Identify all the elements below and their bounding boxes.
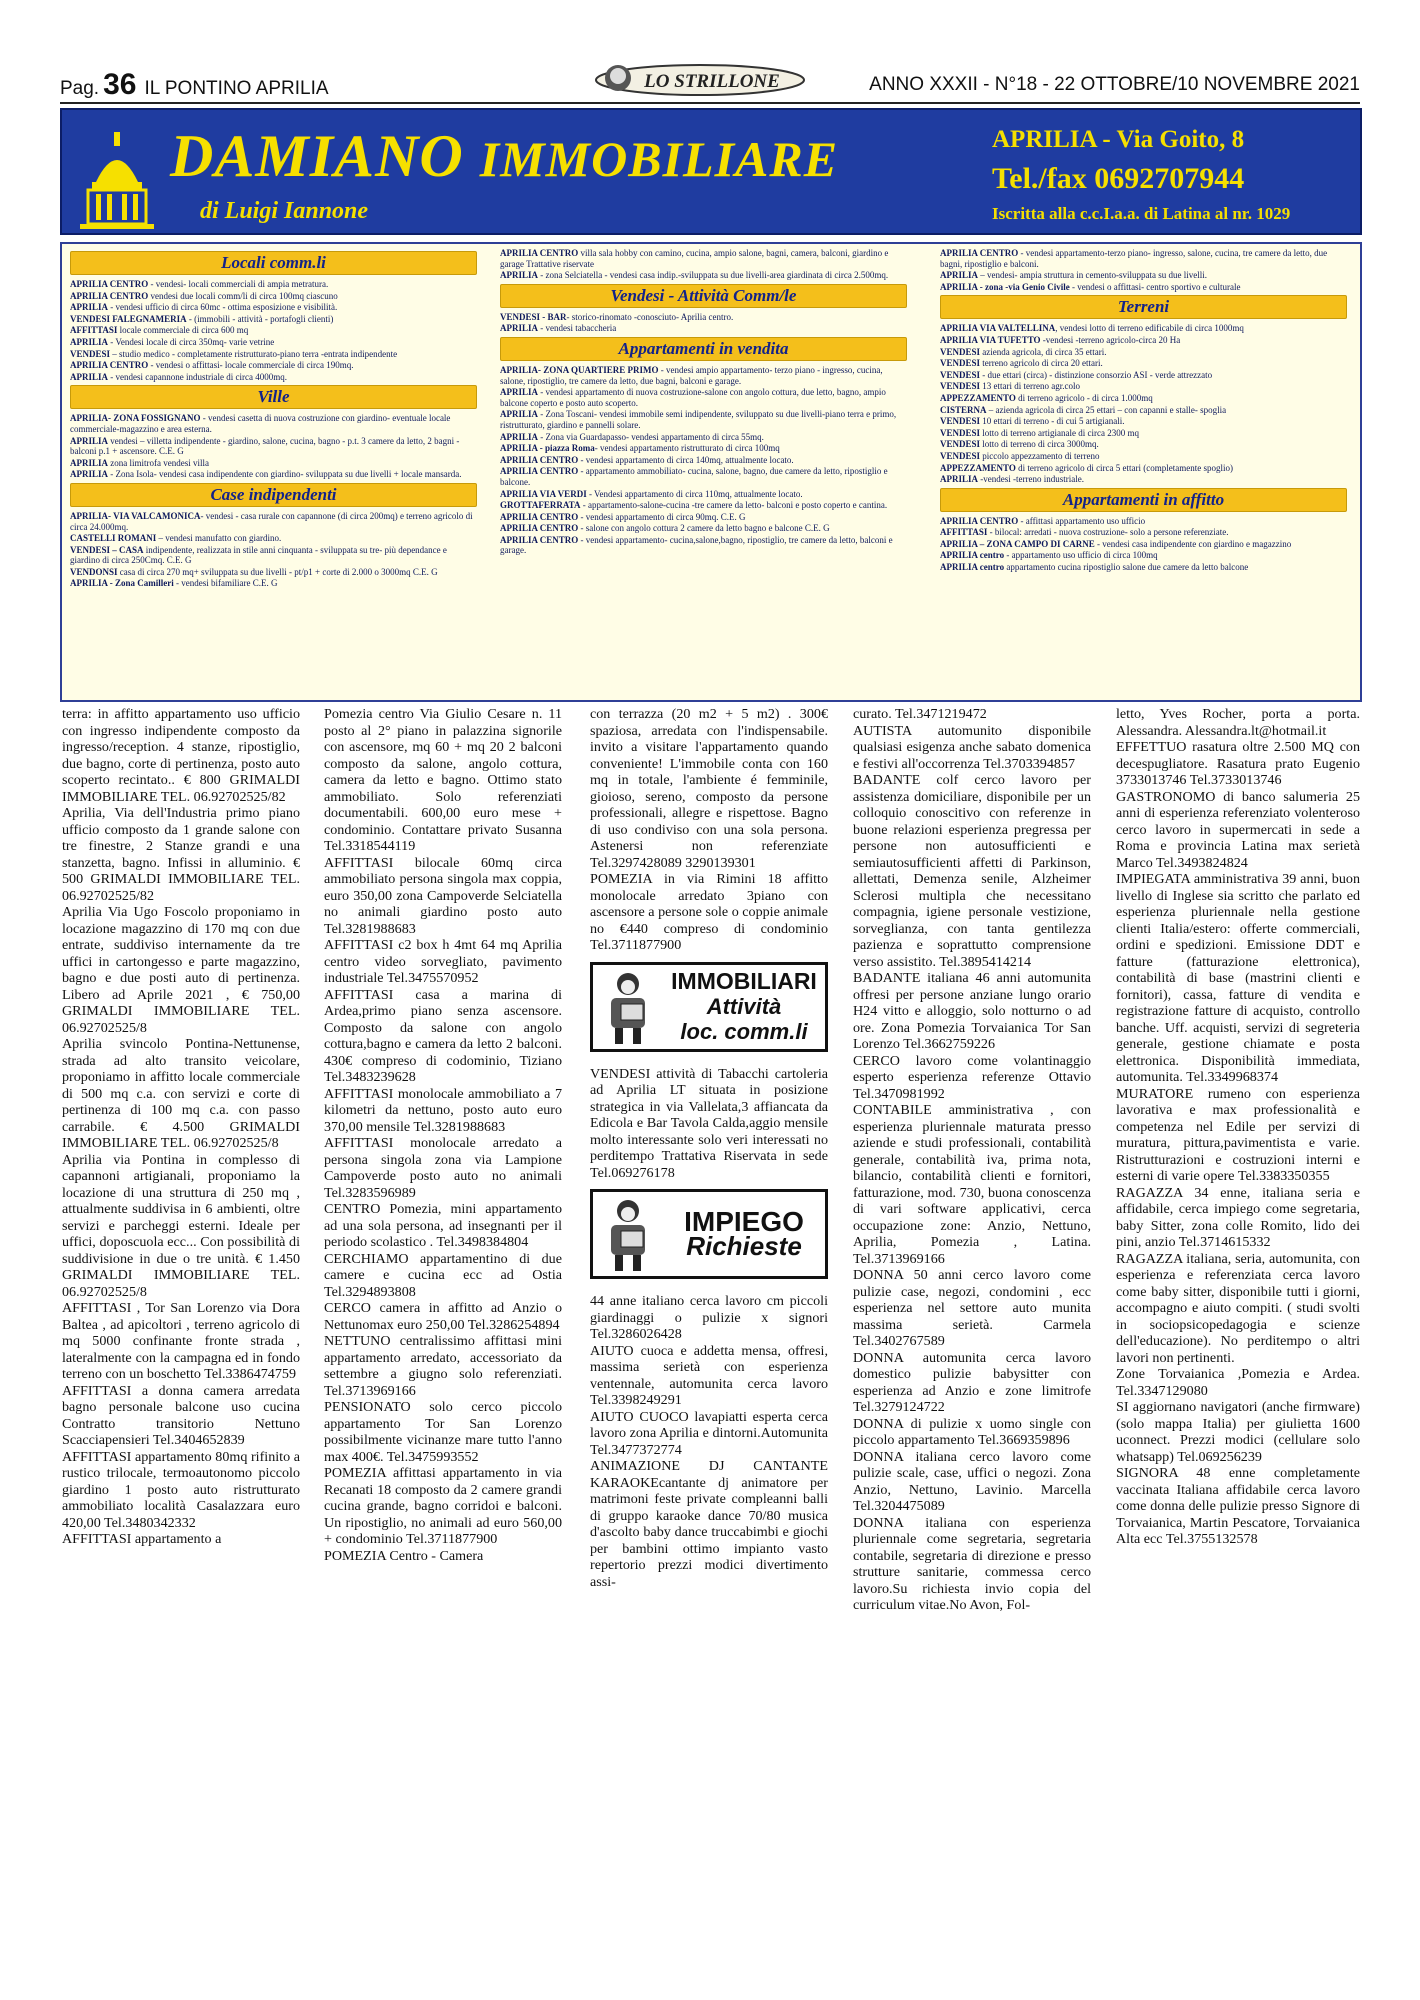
- listing-keyword: APRILIA VIA VALTELLINA: [940, 323, 1056, 334]
- listing-keyword: APRILIA: [70, 371, 109, 382]
- classified-ad: AFFITTASI a donna camera arredata bagno personale balcone uso cucina Contratto transitorio Nettuno Scacciapensieri Tel.3404652839: [62, 1382, 300, 1448]
- listing-text: - vendesi capannone industriale di circa 4000mq.: [108, 371, 287, 382]
- classifieds-column-1: [62, 706, 300, 1996]
- classified-ad: RAGAZZA 34 enne, italiana seria e affidabile, cerca impiego come segretaria, baby Sitter, zona colle Romito, lido dei pini, anzio Tel.3714615332: [1116, 1184, 1360, 1250]
- classifieds-column-2: [324, 706, 562, 1996]
- classified-ad: GASTRONOMO di banco salumeria 25 anni di esperienza referenziato volenteroso cerco lavoro in supermercati in sede a Roma e provincia Latina max serietà Marco Tel.3493824824: [1116, 788, 1360, 871]
- listing-keyword: APRILIA: [70, 469, 109, 480]
- listing-keyword: VENDESI: [70, 348, 111, 359]
- listing-keyword: APRILIA CENTRO: [500, 523, 579, 534]
- listing-item: [940, 562, 1347, 573]
- impiego-ad-box: [590, 1189, 828, 1279]
- classified-ad: CONTABILE amministrativa , con esperienza pluriennale maturata presso aziende e studi professionali, contabilità generale, contabilità iva, prima nota, bilancio, contabilità clienti e fornitori, fatturazione, mod. 730, buona conoscenza di vari software applicativi, cerca occupazione zone: Anzio, Nettuno, Aprilia, Pomezia , Latina. Tel.3713969166: [853, 1102, 1091, 1267]
- listing-keyword: APRILIA- ZONA FOSSIGNANO: [70, 413, 201, 424]
- listing-text: zona limitrofa vendesi villa: [108, 457, 209, 468]
- listing-keyword: APRILIA centro: [940, 562, 1005, 573]
- page-header-left: [60, 70, 329, 104]
- listing-text: , vendesi lotto di terreno edificabile di circa 1000mq: [1055, 323, 1244, 334]
- listing-item: [500, 409, 907, 430]
- listing-text: – studio medico - completamente ristrutturato-piano terra -entrata indipendente: [110, 348, 398, 359]
- listing-keyword: APRILIA: [500, 387, 539, 398]
- listing-text: - vendesi appartamento ristrutturato di circa 100mq: [594, 443, 780, 454]
- listing-text: - (immobili - attività - portafogli clienti): [186, 313, 334, 324]
- listing-keyword: AFFITTASI: [940, 527, 988, 538]
- listing-keyword: APRILIA – ZONA CAMPO DI CARNE: [940, 538, 1095, 549]
- classified-ad: POMEZIA in via Rimini 18 affitto monolocale arredato 3piano con ascensore a persone sole o coppie animale no €440 compreso di condominio Tel.3711877900: [590, 871, 828, 953]
- classified-ad: Aprilia svincolo Pontina-Nettunense, strada ad alto transito veicolare, proponiamo in affitto locale commerciale di 500 mq c.a. con servizi e corte di pertinenza di 100 mq c.a. con passo carrabile. € 4.500 GRIMALDI IMMOBILIARE TEL. 06.92702525/8: [62, 1036, 300, 1151]
- classified-ad: DONNA 50 anni cerco lavoro come pulizie case, negozi, condomini , ecc esperienza nel settore auto munita massima serietà. Carmela Tel.3402767589: [853, 1267, 1091, 1349]
- listing-keyword: VENDONSI: [70, 566, 118, 577]
- classified-ad: MURATORE rumeno con esperienza lavorativa e max professionalità e competenza nel Edile per servizi di muratura, pittura,pavimentista e varie. Ristrutturazioni e costruzioni interni e esterni di varie opere Tel.3383350355: [1116, 1085, 1360, 1184]
- classified-ad: AFFITTASI appartamento a: [62, 1531, 222, 1547]
- listing-text: - vendesi casetta di nuova costruzione con giardino- eventuale locale commerciale-magazzino e area esterna.: [70, 413, 451, 434]
- classified-ad: NETTUNO centralissimo affittasi mini appartamento arredato, accessoriato da settembre a giugno solo referenziati. Tel.3713969166: [324, 1333, 562, 1399]
- listing-text: - Vendesi appartamento di circa 110mq, attualmente locato.: [586, 488, 803, 499]
- listing-text: terreno agricolo di circa 20 ettari.: [980, 358, 1103, 369]
- listing-item: [70, 279, 477, 290]
- classified-ad: VENDESI attività di Tabacchi cartoleria ad Aprilia LT situata in posizione strategica in via Vallelata,3 affiancata da Edicola e Bar Tavola Calda,aggio mensile molto interessante solo veri interessati no perditempo Trattativa Riservata in sede Tel.069276178: [590, 1065, 828, 1181]
- classified-ad: AIUTO CUOCO lavapiatti esperta cerca lavoro zona Aprilia e dintorni.Automunita Tel.3477372774: [590, 1408, 828, 1458]
- listing-text: - due ettari (circa) - distinzione consorzio ASI - verde attrezzato: [980, 369, 1213, 380]
- section-heading: Appartamenti in vendita: [500, 337, 907, 361]
- listing-item: [70, 533, 477, 544]
- listing-item: [940, 463, 1347, 474]
- listing-text: – vendesi- ampia struttura in cemento-sviluppata su due livelli.: [978, 270, 1207, 281]
- agency-address: APRILIA - Via Goito, 8: [992, 126, 1245, 153]
- listing-keyword: APRILIA: [500, 431, 539, 442]
- listing-keyword: GROTTAFERRATA: [500, 500, 581, 511]
- listing-item: [70, 436, 477, 457]
- listing-keyword: CASTELLI ROMANI: [70, 533, 157, 544]
- classifieds-column-3-bottom: [590, 1293, 828, 1590]
- immobiliari-ad-title: IMMOBILIARI: [671, 968, 817, 994]
- listing-item: [70, 458, 477, 469]
- listing-keyword: APRILIA CENTRO: [500, 466, 579, 477]
- listing-keyword: VENDESI: [940, 450, 981, 461]
- listing-text: vendesi – villetta indipendente - giardino, salone, cucina, bagno - p.t. 3 camere da letto, 2 bagni - balconi p.1 + ascensore. C.E. G: [70, 435, 460, 457]
- agency-banner: [60, 108, 1362, 235]
- listing-text: - vendesi appartamento di circa 90mq. C.E. G: [578, 511, 746, 522]
- classified-ad: BADANTE italiana 46 anni automunita offresi per persone anziane lungo orario H24 vitto e alloggio, solo notturno o ad ore. Zona Pomezia Torvaianica Tor San Lorenzo Tel.3662759226: [853, 970, 1091, 1052]
- listing-text: lotto di terreno di circa 3000mq.: [980, 439, 1099, 450]
- listing-item: [940, 248, 1347, 269]
- listing-text: - vendesi ampio appartamento- terzo piano - ingresso, cucina, salone, ripostiglio, tre camere da letto, due bagni, balconi e garage.: [500, 364, 883, 386]
- listing-keyword: APRILIA - zona -via Genio Civile: [940, 281, 1070, 292]
- listing-keyword: APRILIA VIA TUFETTO: [940, 334, 1041, 345]
- classified-ad: SIGNORA 48 enne completamente vaccinata Italiana affidabile cerca lavoro come donna delle pulizie presso Signore di Torvaianica, Martin Pescatore, Torvaianica Alta ecc Tel.3755132578: [1116, 1465, 1360, 1547]
- classified-ad: CERCO lavoro come volantinaggio esperto esperienza referenze Ottavio Tel.3470981992: [853, 1052, 1091, 1102]
- listing-text: - vendesi appartamento-terzo piano- ingresso, salone, cucina, tre camere da letto, due bagni, ripostiglio e balconi.: [940, 248, 1328, 269]
- listing-item: [940, 439, 1347, 450]
- agency-name-sub: IMMOBILIARE: [479, 131, 839, 187]
- listing-text: 10 ettari di terreno - di cui 5 artigianali.: [980, 416, 1125, 427]
- listing-text: - vendesi tabaccheria: [538, 323, 617, 334]
- classified-ad: IMPIEGATA amministrativa 39 anni, buon livello di Inglese sia scritto che parlato ed esperienza pluriennale nella gestione clienti Italia/estero: offerte commerciali, ordini e spedizioni. Emissione DDT e fatture (fatturazione elettronica), contabilità di base (mastrini clienti e fornitori), cassa, fatture di vendita e registrazione fatture di acquisto, controllo banche. Uff. acquisti, servizi di segreteria generale, gestione chiamate e posta elettronica. Disponibilità immediata, automunita. Tel.3349968374: [1116, 871, 1360, 1085]
- agency-registration: Iscritta alla c.c.I.a.a. di Latina al nr. 1029: [992, 204, 1291, 223]
- classified-ad: DONNA di pulizie x uomo single con piccolo appartamento Tel.3669359896: [853, 1415, 1091, 1448]
- listing-text: - affittasi appartamento uso ufficio: [1018, 515, 1146, 526]
- classified-ad: terra: in affitto appartamento uso ufficio con ingresso indipendente composto da ingresso/reception. 4 stanze, ripostiglio, due bagno, corte di pertinenza, posto auto scoperto recintato.. € 800 GRIMALDI IMMOBILIARE TEL. 06.92702525/82: [62, 706, 300, 805]
- section-heading: Appartamenti in affitto: [940, 488, 1347, 512]
- listing-text: - salone con angolo cottura 2 camere da letto bagno e balcone C.E. G: [578, 523, 830, 534]
- section-heading: Terreni: [940, 295, 1347, 319]
- listing-keyword: APRILIA centro: [940, 550, 1005, 561]
- agency-name: [170, 124, 838, 191]
- listing-item: [940, 405, 1347, 416]
- classified-ad: RAGAZZA italiana, seria, automunita, con esperienza e referenziata cerca lavoro come baby sitter, disponibile tutti i giorni, accompagno e aiuto compiti. ( studi svolti in sociopsicopedagogia e scienze dell'educazione). No perditempo o altri lavori non pertinenti.: [1116, 1250, 1360, 1366]
- listing-text: - Zona Isola- vendesi casa indipendente con giardino- sviluppata su due livelli + locale mansarda.: [108, 469, 462, 480]
- classified-ad: AFFITTASI monolocale arredato a persona singola zona via Lampione Campoverde posto auto no animali Tel.3283596989: [324, 1135, 562, 1201]
- listing-item: [500, 387, 907, 408]
- classified-ad: curato. Tel.3471219472: [853, 706, 987, 722]
- listing-keyword: APRILIA: [70, 435, 109, 446]
- listing-text: - vendesi o affittasi- centro sportivo e culturale: [1069, 281, 1241, 292]
- listing-keyword: APRILIA: [940, 474, 979, 485]
- listing-keyword: APRILIA CENTRO: [70, 279, 149, 289]
- section-heading: Case indipendenti: [70, 483, 477, 507]
- listing-keyword: APRILIA CENTRO: [500, 454, 579, 465]
- newsboy-icon: [597, 968, 659, 1046]
- listing-text: di terreno agricolo di circa 5 ettari (completamente spoglio): [1015, 462, 1234, 473]
- classified-ad: BADANTE colf cerco lavoro per assistenza domiciliare, disponibile per un colloquio conoscitivo con referenze in buone relazioni esperienza pregressa per persone non autosufficienti e semiautosufficienti affetti di Parkinson, allettati, Demenza senile, Alzheimer Sclerosi multipla che necessitano compagnia, igiene personale vestizione, sorveglianza, con tanta gentilezza pazienza e soprattutto comprensione verso assistito. Tel.3895414214: [853, 772, 1091, 970]
- listing-keyword: APRILIA CENTRO: [500, 534, 579, 545]
- listing-keyword: APRILIA- ZONA QUARTIERE PRIMO: [500, 364, 659, 375]
- listing-keyword: APRILIA: [940, 270, 979, 281]
- classified-ad: AFFITTASI monolocale ammobiliato a 7 kilometri da nettuno, posto auto euro 370,00 mensile Tel.3281988683: [324, 1085, 562, 1135]
- listing-text: 13 ettari di terreno agr.colo: [980, 381, 1080, 392]
- listing-keyword: APRILIA: [500, 409, 539, 420]
- listing-item: [500, 432, 907, 443]
- listing-item: [500, 523, 907, 534]
- listing-item: [940, 358, 1347, 369]
- classified-ad: ANIMAZIONE DJ CANTANTE KARAOKEcantante dj animatore per matrimoni feste private compleanni balli di gruppo karaoke dance 70/80 musica d'ascolto baby dance truccabimbi e giochi per bambini ottimo impianto vasto repertorio prezzi modici divertimento assi-: [590, 1458, 828, 1590]
- listing-text: -vendesi -terreno agricolo-circa 20 Ha: [1040, 334, 1181, 345]
- classified-ad: AUTISTA automunito disponibile qualsiasi esigenza anche sabato domenica e festivi all'occorrenza Tel.3703394857: [853, 722, 1091, 772]
- classifieds-column-3-middle: [590, 1066, 828, 1182]
- listing-text: villa sala hobby con camino, cucina, ampio salone, bagni, camera, balconi, giardino e garage Trattative riservate: [500, 248, 889, 269]
- listing-item: [70, 567, 477, 578]
- listing-item: [940, 370, 1347, 381]
- classified-ad: Aprilia, Via dell'Industria primo piano ufficio composto da 1 grande salone con tre finestre, 2 Stanze grandi e una stanzetta, bagno. Infissi in alluminio. € 500 GRIMALDI IMMOBILIARE TEL. 06.92702525/82: [62, 805, 300, 904]
- listing-text: indipendente, realizzata in stile anni cinquanta - sviluppata su tre- più dependance e giardino di circa 250Cmq. C.E. G: [70, 544, 447, 566]
- listing-keyword: APRILIA CENTRO: [940, 515, 1019, 526]
- listing-keyword: APRILIA: [500, 270, 539, 281]
- listing-keyword: AFFITTASI: [70, 325, 118, 336]
- listing-item: [70, 511, 477, 532]
- listing-keyword: VENDESI FALEGNAMERIA: [70, 313, 187, 324]
- listing-item: [940, 474, 1347, 485]
- listing-item: [940, 282, 1347, 293]
- listing-text: azienda agricola, di circa 35 ettari.: [980, 346, 1107, 357]
- listing-keyword: VENDESI: [940, 439, 981, 450]
- listing-item: [500, 512, 907, 523]
- classified-ad: 44 anne italiano cerca lavoro cm piccoli giardinaggi o pulizie x signori Tel.3286026428: [590, 1293, 828, 1342]
- listing-keyword: APRILIA - Zona Camilleri: [70, 578, 174, 589]
- listing-item: [940, 550, 1347, 561]
- listing-text: casa di circa 270 mq+ sviluppata su due livelli - pt/p1 + corte di 2.000 o 3000mq C.E. G: [117, 566, 438, 577]
- listing-text: - vendesi appartamento di nuova costruzione-salone con angolo cottura, due letto, bagno, ampio balcone coperto e posto auto scoperto.: [500, 387, 886, 408]
- classifieds-column-5: [1116, 706, 1360, 1996]
- listings-column-2: [500, 248, 907, 694]
- listing-keyword: APRILIA VIA VERDI: [500, 488, 587, 499]
- listing-keyword: VENDESI: [940, 381, 981, 392]
- listing-text: vendesi due locali comm/li di circa 100mq ciascuno: [148, 290, 338, 301]
- agency-phone: Tel./fax 0692707944: [992, 162, 1245, 195]
- listing-text: - appartamento ammobiliato- cucina, salone, bagno, due camere da letto, ripostiglio e balcone.: [500, 466, 888, 487]
- listing-text: -vendesi -terreno industriale.: [978, 474, 1084, 485]
- listing-text: appartamento cucina ripostiglio salone due camere da letto balcone: [1004, 562, 1249, 573]
- listing-text: - vendesi bifamiliare C.E. G: [173, 578, 278, 589]
- listing-keyword: CISTERNA: [940, 404, 987, 415]
- listing-text: – vendesi manufatto con giardino.: [156, 533, 282, 544]
- agency-owner: di Luigi Iannone: [200, 198, 369, 224]
- listing-item: [70, 291, 477, 302]
- listing-item: [940, 416, 1347, 427]
- classified-ad: Pomezia centro Via Giulio Cesare n. 11 posto al 2° piano in palazzina signorile con ascensore, mq 60 + mq 20 2 balconi composto da salone, angolo cottura, camera da letto e bagno. Ottimo stato ammobiliato. Solo referenziati documentabili. 600,00 euro mese + condominio. Contattare privato Susanna Tel.3318544119: [324, 706, 562, 854]
- listing-text: - Zona Toscani- vendesi immobile semi indipendente, sviluppato su due livelli-piano terra e primo, ristrutturato, giardino e pannelli solare.: [500, 409, 897, 430]
- listing-text: locale commerciale di circa 600 mq: [117, 325, 249, 336]
- listing-item: [500, 270, 907, 281]
- listing-item: [940, 516, 1347, 527]
- classifieds-column-3: [590, 706, 828, 1996]
- listing-item: [70, 314, 477, 325]
- page-label: Pag.: [60, 78, 100, 99]
- publication-name: IL PONTINO APRILIA: [144, 78, 329, 99]
- listing-keyword: VENDESI - BAR: [500, 311, 567, 322]
- classified-ad: Zone Torvaianica ,Pomezia e Ardea. Tel.3347129080: [1116, 1366, 1360, 1399]
- listing-item: [500, 535, 907, 556]
- listing-item: [500, 365, 907, 386]
- classified-ad: AFFITTASI bilocale 60mq circa ammobiliato persona singola max coppia, euro 350,00 zona Campoverde Selciatella no animali giardino posto auto Tel.3281988683: [324, 854, 562, 937]
- listing-keyword: APRILIA: [500, 323, 539, 334]
- classified-ad: con terrazza (20 m2 + 5 m2) . 300€ spaziosa, arredata con l'indispensabile. invito a visitare l'appartamento quando conveniente! L'immobile conta con 160 mq in totale, l'ambiente é femminile, gioioso, sereno, composto da persone professionali, allegre e rispettose. Bagno di uso condiviso con una sola persona. Astenersi non referenziate Tel.3297428089 3290139301: [590, 706, 828, 871]
- classified-ad: AIUTO cuoca e addetta mensa, offresi, massima serietà con esperienza ventennale, automunita cerca lavoro Tel.3398249291: [590, 1342, 828, 1408]
- listing-keyword: VENDESI: [940, 369, 981, 380]
- listing-item: [940, 428, 1347, 439]
- dome-icon: [76, 130, 158, 230]
- classified-ad: EFFETTUO rasatura oltre 2.500 MQ con decespugliatore. Rasatura prato Eugenio 3733013746 Tel.3733013746: [1116, 739, 1360, 788]
- listing-text: - appartamento uso ufficio di circa 100mq: [1004, 550, 1158, 561]
- logo-text: LO STRILLONE: [644, 71, 780, 92]
- listing-item: [70, 372, 477, 383]
- impiego-ad-subtitle: Richieste: [686, 1231, 802, 1261]
- listing-text: lotto di terreno artigianale di circa 2300 mq: [980, 427, 1139, 438]
- listing-item: [70, 545, 477, 566]
- classified-ad: CENTRO Pomezia, mini appartamento ad una sola persona, ad insegnanti per il periodo scolastico . Tel.3498384804: [324, 1201, 562, 1250]
- listing-text: di terreno agricolo - di circa 1.000mq: [1015, 392, 1153, 403]
- listing-keyword: VENDESI – CASA: [70, 544, 144, 555]
- listing-item: [500, 466, 907, 487]
- listing-text: – azienda agricola di circa 25 ettari – con capanni e stalle- spoglia: [986, 404, 1227, 415]
- listing-keyword: APPEZZAMENTO: [940, 462, 1016, 473]
- listing-text: - zona Selciatella - vendesi casa indip.-sviluppata su due livelli-area giardinata di circa 2.500mq.: [538, 270, 889, 281]
- listing-text: - vendesi appartamento di circa 140mq, attualmente locato.: [578, 454, 794, 465]
- immobiliari-ad-line-3: loc. comm.li: [680, 1019, 808, 1044]
- section-heading: Vendesi - Attività Comm/le: [500, 284, 907, 308]
- listing-keyword: APRILIA CENTRO: [500, 511, 579, 522]
- classified-ad: PENSIONATO solo cerco piccolo appartamento Tor San Lorenzo possibilmente vicinanze mare tutto l'anno max 400€. Tel.3475993552: [324, 1399, 562, 1465]
- listing-keyword: VENDESI: [940, 416, 981, 427]
- listing-text: - vendesi appartamento- cucina,salone,bagno, ripostiglio, tre camere da letto, balconi e garage.: [500, 534, 893, 556]
- listing-text: - vendesi ufficio di circa 60mc - ottima esposizione e visibilità.: [108, 302, 338, 313]
- listing-item: [940, 347, 1347, 358]
- section-heading: Locali comm.li: [70, 251, 477, 275]
- listing-item: [500, 248, 907, 269]
- listing-text: - Vendesi locale di circa 350mq- varie vetrine: [108, 336, 275, 347]
- listing-keyword: APRILIA CENTRO: [500, 248, 579, 258]
- listing-item: [500, 500, 907, 511]
- classified-ad: POMEZIA affittasi appartamento in via Recanati 18 composto da 2 camere grandi cucina grande, bagno corridoi e balconi. Un ripostiglio, no animali ad euro 560,00 + condominio Tel.3711877900: [324, 1465, 562, 1547]
- listing-item: [940, 270, 1347, 281]
- listing-item: [940, 335, 1347, 346]
- listing-item: [500, 312, 907, 323]
- listing-item: [70, 413, 477, 434]
- classified-ad: CERCHIAMO appartamentino di due camere e cucina ecc ad Ostia Tel.3294893808: [324, 1250, 562, 1300]
- listing-text: - vendesi o affittasi- locale commerciale di circa 190mq.: [148, 360, 354, 371]
- classifieds-column-3-top: [590, 706, 828, 954]
- listing-text: - storico-rinomato -conosciuto- Aprilia centro.: [566, 311, 734, 322]
- immobiliari-ad-line-2: Attività: [706, 994, 782, 1019]
- section-heading: Ville: [70, 385, 477, 409]
- listing-keyword: APRILIA CENTRO: [940, 248, 1019, 258]
- page-number: 36: [103, 68, 137, 101]
- listing-keyword: APRILIA- VIA VALCAMONICA: [70, 510, 201, 521]
- listing-keyword: APRILIA CENTRO: [70, 290, 149, 301]
- classified-ad: CERCO camera in affitto ad Anzio o Nettunomax euro 250,00 Tel.3286254894: [324, 1300, 562, 1333]
- listings-column-1: [70, 248, 477, 694]
- listing-keyword: APRILIA - piazza Roma: [500, 443, 595, 454]
- classified-ad: AFFITTASI c2 box h 4mt 64 mq Aprilia centro video sorvegliato, pavimento industriale Tel.3475570952: [324, 937, 562, 986]
- impiego-ad-title: IMPIEGO: [684, 1206, 804, 1237]
- agency-name-main: DAMIANO: [170, 123, 464, 189]
- listing-text: - appartamento-salone-cucina -tre camere da letto- balconi e posto coperto e cantina.: [580, 500, 888, 511]
- listing-keyword: VENDESI: [940, 427, 981, 438]
- listing-keyword: APRILIA: [70, 302, 109, 313]
- listing-item: [940, 451, 1347, 462]
- listing-text: - vendesi casa indipendente con giardino e magazzino: [1094, 538, 1292, 549]
- newsboy-icon: [597, 1195, 659, 1273]
- listing-keyword: APRILIA: [70, 457, 109, 468]
- listing-text: - vendesi - casa rurale con capannone (di circa 200mq) e terreno agricolo di circa 24.000mq.: [70, 510, 473, 532]
- listing-item: [70, 337, 477, 348]
- issue-info: ANNO XXXII - N°18 - 22 OTTOBRE/10 NOVEMBRE 2021: [869, 74, 1360, 95]
- classified-ad: DONNA italiana con esperienza pluriennale come segretaria, segretaria contabile, segretaria di direzione e presso strutture sanitarie, commessa cerco lavoro.Su richiesta invio copia del curriculum vitae.No Avon, Fol-: [853, 1514, 1091, 1613]
- listing-item: [500, 455, 907, 466]
- listings-column-3: [940, 248, 1347, 694]
- classified-ad: AFFITTASI appartamento 80mq rifinito a rustico trilocale, termoautonomo piccolo giardino 1 posto auto ristrutturato ammobiliato località Casalazzara euro 420,00 Tel.3480342332: [62, 1448, 300, 1531]
- classified-ad: Aprilia via Pontina in complesso di capannoni artigianali, proponiamo la locazione di una struttura di 250 mq , attualmente suddivisa in 6 ambienti, oltre servizi e parcheggi esterni. Ideale per uffici, doposcuola ecc... Con possibilità di suddivisione in due o tre unità. € 1.450 GRIMALDI IMMOBILIARE TEL. 06.92702525/8: [62, 1151, 300, 1300]
- classified-ad: Aprilia Via Ugo Foscolo proponiamo in locazione magazzino di 170 mq con due entrate, suddiviso internamente da tre uffici in cartongesso e parte magazzino, bagno e due posti auto di pertinenza. Libero ad Aprile 2021 , € 750,00 GRIMALDI IMMOBILIARE TEL. 06.92702525/8: [62, 904, 300, 1036]
- immobiliari-ad-box: [590, 962, 828, 1052]
- listing-item: [70, 469, 477, 480]
- classified-ad: DONNA automunita cerca lavoro domestico pulizie babysitter con esperienza ad Anzio e zone limitrofe Tel.3279124722: [853, 1349, 1091, 1415]
- lo-strillone-logo: [590, 58, 810, 98]
- listing-keyword: APPEZZAMENTO: [940, 392, 1016, 403]
- classified-ad: POMEZIA Centro - Camera: [324, 1547, 484, 1564]
- listing-item: [940, 393, 1347, 404]
- classified-ad: letto, Yves Rocher, porta a porta. Alessandra. Alessandra.lt@hotmail.it: [1116, 706, 1360, 739]
- classifieds-column-4: [853, 706, 1091, 1996]
- listing-item: [940, 527, 1347, 538]
- classified-ad: AFFITTASI , Tor San Lorenzo via Dora Baltea , ad apicoltori , terreno agricolo di mq 5000 confinante fronte strada , lateralmente con la campagna ed in fondo terreno con un boschetto Tel.3386474759: [62, 1300, 300, 1382]
- listing-item: [940, 381, 1347, 392]
- listing-item: [70, 578, 477, 589]
- listing-item: [500, 443, 907, 454]
- listing-text: - vendesi- locali commerciali di ampia metratura.: [148, 279, 329, 289]
- listing-item: [940, 539, 1347, 550]
- classified-ad: AFFITTASI casa a marina di Ardea,primo piano senza ascensore. Composto da salone con angolo cottura,bagno e camera da letto 2 balconi. 430€ compreso di codominio, Tiziano Tel.3483239628: [324, 986, 562, 1085]
- listings-box: [60, 242, 1362, 702]
- classified-ad: SI aggiornano navigatori (anche firmware) (solo mappa Italia) per giulietta 1600 uconnect. Prezzi modici (cellulare solo whatsapp) Tel.069256239: [1116, 1399, 1360, 1465]
- classified-ad: DONNA italiana cerco lavoro come pulizie scale, case, uffici o negozi. Zona Anzio, Nettuno, Lavinio. Marcella Tel.3204475089: [853, 1448, 1091, 1514]
- listing-text: piccolo appezzamento di terreno: [980, 450, 1100, 461]
- listing-keyword: APRILIA: [70, 336, 109, 347]
- listing-item: [70, 302, 477, 313]
- listing-keyword: VENDESI: [940, 346, 981, 357]
- listing-item: [940, 323, 1347, 334]
- listing-keyword: VENDESI: [940, 358, 981, 369]
- listing-text: - Zona via Guardapasso- vendesi appartamento di circa 55mq.: [538, 431, 764, 442]
- listing-item: [70, 325, 477, 336]
- listing-keyword: APRILIA CENTRO: [70, 360, 149, 371]
- listing-item: [500, 323, 907, 334]
- listing-item: [70, 349, 477, 360]
- listing-item: [70, 360, 477, 371]
- listing-item: [500, 489, 907, 500]
- listing-text: - bilocal: arredati - nuova costruzione- solo a persone referenziate.: [987, 527, 1229, 538]
